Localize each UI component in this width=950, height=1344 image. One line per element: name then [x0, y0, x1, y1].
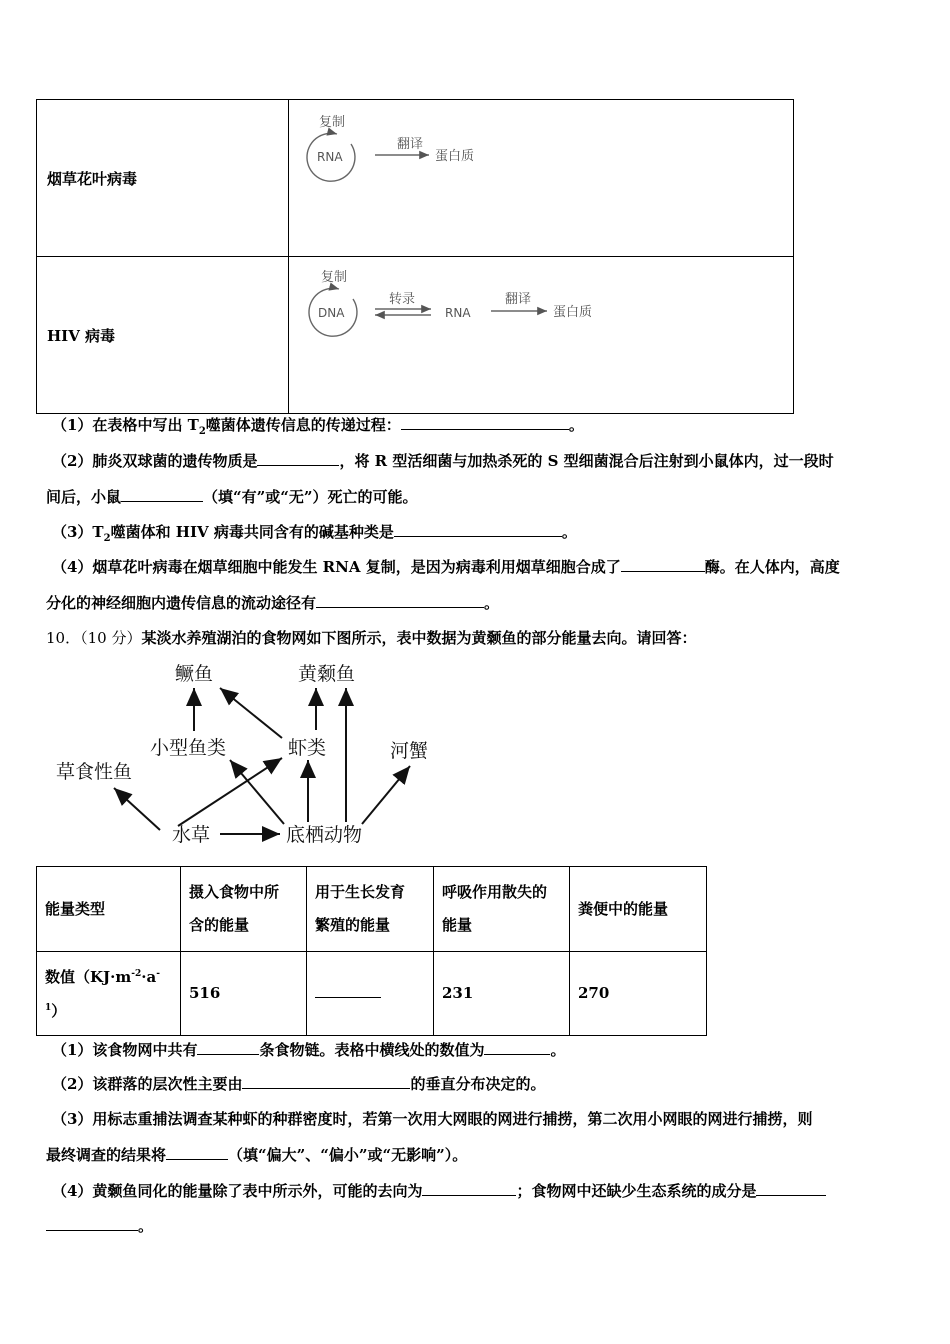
header-text: 繁殖的能量 [315, 916, 391, 934]
row-label-sup: 1 [45, 1002, 52, 1013]
q9-part2-line2 [46, 487, 418, 507]
answer-blank[interactable] [121, 487, 203, 502]
rna-node: RNA [317, 150, 343, 164]
q9-p1-end: 。 [568, 416, 584, 434]
q10-stem: 某淡水养殖湖泊的食物网如下图所示，表中数据为黄颡鱼的部分能量去向。请回答： [141, 629, 697, 647]
q10-p3-text-b: 最终调查的结果将 [46, 1146, 167, 1164]
q9-p1-text-b: 噬菌体遗传信息的传递过程： [205, 416, 401, 434]
q9-p3-text-a: （3）T [52, 523, 104, 541]
q10-part4-line1 [52, 1181, 826, 1201]
value-cell: 516 [181, 952, 307, 1036]
virus-name-tmv: 烟草花叶病毒 [37, 100, 289, 257]
q10-p1-text-b: 条食物链。表格中横线处的数值为 [259, 1041, 485, 1059]
q9-p3-end: 。 [561, 523, 577, 541]
q9-part4-line1 [52, 557, 840, 577]
q10-p1-text-a: （1）该食物网中共有 [52, 1041, 198, 1059]
q10-p4-end: 。 [138, 1217, 154, 1235]
row-label-text: ·a [141, 967, 157, 986]
header-text: 摄入食物中所 [189, 883, 280, 901]
q9-p2-text-d: （填“有”或“无”）死亡的可能。 [203, 488, 418, 506]
row-label-sup: - [156, 968, 160, 979]
row-label-sup: -2 [131, 968, 142, 979]
transcribe-label: 转录 [389, 292, 416, 307]
q9-p1-text-a: （1）在表格中写出 T [52, 416, 199, 434]
q9-part2-line1 [52, 451, 834, 471]
virus-name-hiv: HIV 病毒 [37, 257, 289, 414]
node-xialei: 虾类 [288, 737, 327, 759]
q9-p2-text-c: 间后，小鼠 [46, 488, 122, 506]
header-text: 粪便中的能量 [578, 899, 669, 918]
header-cell [181, 867, 307, 952]
row-label-text: ） [51, 1001, 67, 1020]
rna-node: RNA [445, 306, 471, 320]
q9-part3 [52, 522, 577, 549]
answer-blank[interactable] [394, 522, 562, 537]
q10-part3-line1 [52, 1109, 812, 1129]
translate-label: 翻译 [505, 292, 532, 307]
answer-blank[interactable] [315, 979, 381, 998]
header-cell [37, 867, 181, 952]
q10-part3-line2 [46, 1145, 467, 1165]
q9-p2-text-b: ，将 R 型活细菌与加热杀死的 S 型细菌混合后注射到小鼠体内，过一段时 [339, 452, 834, 470]
q10-p3-text-c: （填“偏大”、“偏小”或“无影响”）。 [228, 1146, 468, 1164]
q9-p4-text-a: （4）烟草花叶病毒在烟草细胞中能发生 RNA 复制，是因为病毒利用烟草细胞合成了 [52, 558, 621, 576]
node-xiaoxingyulei: 小型鱼类 [150, 737, 227, 759]
translate-label: 翻译 [397, 137, 424, 152]
answer-blank[interactable] [46, 1216, 138, 1231]
q9-p3-text-b: 噬菌体和 HIV 病毒共同含有的碱基种类是 [110, 523, 394, 541]
q10-p4-text-b: ；食物网中还缺少生态系统的成分是 [516, 1182, 757, 1200]
answer-blank[interactable] [316, 593, 484, 608]
header-cell [307, 867, 434, 952]
q9-p1-subscript: 2 [198, 426, 206, 437]
virus-info-table [36, 99, 794, 414]
node-caoshixingyu: 草食性鱼 [56, 761, 133, 783]
q9-p4-text-c: 分化的神经细胞内遗传信息的流动途径有 [46, 594, 317, 612]
tmv-diagram-svg [289, 100, 793, 256]
hiv-flow-diagram [289, 257, 794, 414]
q10-header [46, 628, 696, 648]
header-text: 含的能量 [189, 916, 250, 934]
node-shuicao: 水草 [172, 824, 211, 846]
q9-p2-text-a: （2）肺炎双球菌的遗传物质是 [52, 452, 258, 470]
q10-p4-text-a: （4）黄颡鱼同化的能量除了表中所示外，可能的去向为 [52, 1182, 423, 1200]
node-hexie: 河蟹 [390, 740, 429, 762]
hiv-diagram-svg [289, 257, 793, 413]
table-row [37, 100, 794, 257]
arrow-shrimp-to-guiyu [220, 688, 282, 738]
header-cell [570, 867, 707, 952]
protein-node: 蛋白质 [553, 305, 593, 320]
q9-part4-line2 [46, 593, 499, 613]
arrow-grass-to-herbivore [114, 788, 160, 830]
arrow-grass-to-shrimp [178, 758, 282, 826]
header-cell [434, 867, 570, 952]
node-guiyu: 鳜鱼 [175, 663, 214, 685]
q10-part2 [52, 1074, 545, 1094]
answer-blank[interactable] [257, 451, 339, 466]
arrow-benthic-to-small-fish [230, 760, 284, 824]
answer-blank[interactable] [401, 415, 569, 430]
dna-node: DNA [318, 306, 345, 320]
table-row [37, 952, 707, 1036]
header-text: 能量类型 [45, 899, 106, 918]
food-web-diagram [50, 656, 470, 856]
replicate-label: 复制 [319, 115, 346, 130]
answer-blank[interactable] [484, 1040, 550, 1055]
answer-blank[interactable] [756, 1181, 826, 1196]
q10-p3-text-a: （3）用标志重捕法调查某种虾的种群密度时，若第一次用大网眼的网进行捕捞，第二次用小网眼的网进行捕捞，则 [52, 1110, 813, 1128]
header-text: 呼吸作用散失的 [442, 883, 548, 901]
table-header-row [37, 867, 707, 952]
value-cell: 270 [570, 952, 707, 1036]
table-row [37, 257, 794, 414]
q10-number: 10．（10 分） [46, 629, 142, 647]
q9-part1 [52, 415, 584, 442]
value-cell: 231 [434, 952, 570, 1036]
q10-part4-line2 [46, 1216, 153, 1236]
replicate-label: 复制 [321, 270, 348, 285]
q10-p2-text-b: 的垂直分布决定的。 [410, 1075, 546, 1093]
node-huangsangyu: 黄颡鱼 [298, 663, 356, 685]
q9-p4-end: 。 [484, 594, 500, 612]
header-text: 用于生长发育 [315, 883, 406, 901]
q9-p3-subscript: 2 [103, 533, 111, 544]
answer-blank[interactable] [197, 1040, 259, 1055]
tmv-flow-diagram [289, 100, 794, 257]
arrow-benthic-to-crab [362, 766, 410, 824]
protein-node: 蛋白质 [435, 149, 475, 164]
answer-blank[interactable] [242, 1074, 410, 1089]
q10-part1 [52, 1040, 565, 1060]
q10-p2-text-a: （2）该群落的层次性主要由 [52, 1075, 243, 1093]
answer-blank[interactable] [166, 1145, 228, 1160]
row-label-cell [37, 952, 181, 1036]
energy-table [36, 866, 707, 1036]
q9-p4-text-b: 酶。在人体内，高度 [704, 558, 840, 576]
node-diqidongwu: 底栖动物 [286, 824, 363, 846]
q10-p1-end: 。 [550, 1041, 566, 1059]
value-cell-blank[interactable] [307, 952, 434, 1036]
answer-blank[interactable] [422, 1181, 516, 1196]
answer-blank[interactable] [621, 557, 705, 572]
row-label-text: 数值（KJ·m [45, 967, 132, 986]
header-text: 能量 [442, 916, 473, 934]
